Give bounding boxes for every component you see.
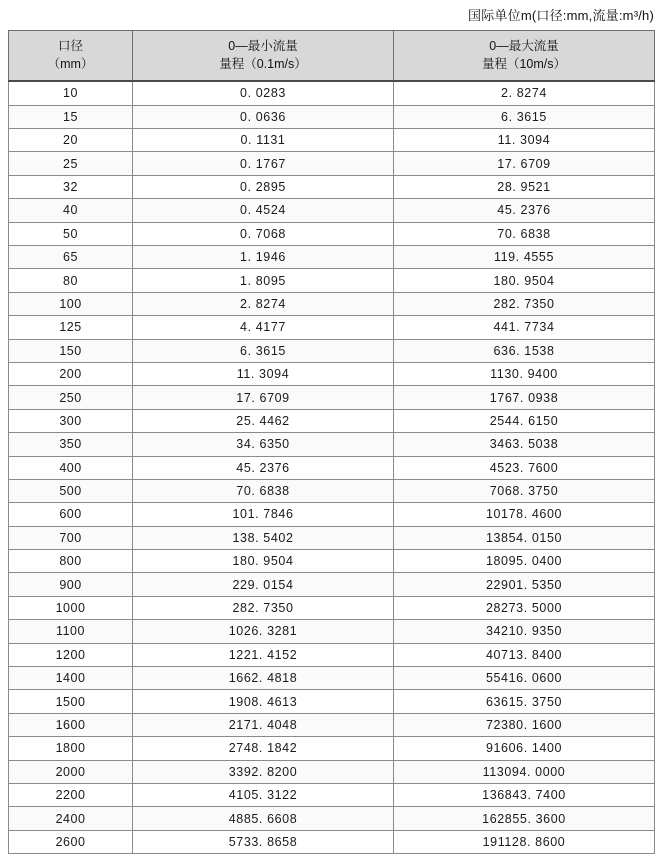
cell-min-flow: 1662. 4818 <box>133 667 394 690</box>
cell-max-flow: 72380. 1600 <box>394 713 655 736</box>
cell-diameter: 2200 <box>9 783 133 806</box>
cell-diameter: 350 <box>9 433 133 456</box>
cell-min-flow: 6. 3615 <box>133 339 394 362</box>
table-row <box>9 713 655 736</box>
cell-diameter: 1600 <box>9 713 133 736</box>
table-row <box>9 503 655 526</box>
cell-diameter: 20 <box>9 129 133 152</box>
cell-max-flow: 91606. 1400 <box>394 737 655 760</box>
cell-diameter: 500 <box>9 479 133 502</box>
cell-diameter: 700 <box>9 526 133 549</box>
cell-max-flow: 2. 8274 <box>394 81 655 105</box>
cell-diameter: 15 <box>9 105 133 128</box>
table-row <box>9 807 655 830</box>
cell-max-flow: 4523. 7600 <box>394 456 655 479</box>
cell-min-flow: 4. 4177 <box>133 316 394 339</box>
cell-max-flow: 11. 3094 <box>394 129 655 152</box>
cell-diameter: 600 <box>9 503 133 526</box>
cell-max-flow: 63615. 3750 <box>394 690 655 713</box>
cell-max-flow: 13854. 0150 <box>394 526 655 549</box>
cell-diameter: 25 <box>9 152 133 175</box>
cell-min-flow: 0. 2895 <box>133 175 394 198</box>
cell-diameter: 1200 <box>9 643 133 666</box>
column-header-diameter-line2: （mm） <box>47 57 94 72</box>
table-body <box>9 81 655 853</box>
column-header-min-flow <box>133 31 394 82</box>
flow-range-table <box>8 30 655 854</box>
table-row <box>9 81 655 105</box>
cell-max-flow: 636. 1538 <box>394 339 655 362</box>
cell-min-flow: 1908. 4613 <box>133 690 394 713</box>
cell-max-flow: 45. 2376 <box>394 199 655 222</box>
cell-diameter: 2000 <box>9 760 133 783</box>
cell-min-flow: 0. 7068 <box>133 222 394 245</box>
cell-max-flow: 180. 9504 <box>394 269 655 292</box>
cell-max-flow: 55416. 0600 <box>394 667 655 690</box>
table-row <box>9 433 655 456</box>
cell-max-flow: 28. 9521 <box>394 175 655 198</box>
cell-max-flow: 6. 3615 <box>394 105 655 128</box>
cell-min-flow: 2. 8274 <box>133 292 394 315</box>
cell-min-flow: 0. 1767 <box>133 152 394 175</box>
cell-diameter: 50 <box>9 222 133 245</box>
table-row <box>9 339 655 362</box>
cell-min-flow: 45. 2376 <box>133 456 394 479</box>
cell-max-flow: 1130. 9400 <box>394 362 655 385</box>
table-row <box>9 783 655 806</box>
cell-diameter: 300 <box>9 409 133 432</box>
cell-min-flow: 3392. 8200 <box>133 760 394 783</box>
cell-max-flow: 113094. 0000 <box>394 760 655 783</box>
cell-diameter: 100 <box>9 292 133 315</box>
cell-diameter: 32 <box>9 175 133 198</box>
table-row <box>9 129 655 152</box>
cell-min-flow: 70. 6838 <box>133 479 394 502</box>
cell-diameter: 250 <box>9 386 133 409</box>
column-header-diameter <box>9 31 133 82</box>
cell-min-flow: 1026. 3281 <box>133 620 394 643</box>
table-row <box>9 456 655 479</box>
cell-diameter: 1400 <box>9 667 133 690</box>
cell-max-flow: 7068. 3750 <box>394 479 655 502</box>
cell-max-flow: 282. 7350 <box>394 292 655 315</box>
cell-max-flow: 17. 6709 <box>394 152 655 175</box>
cell-max-flow: 2544. 6150 <box>394 409 655 432</box>
cell-min-flow: 11. 3094 <box>133 362 394 385</box>
cell-max-flow: 1767. 0938 <box>394 386 655 409</box>
table-row <box>9 269 655 292</box>
cell-diameter: 65 <box>9 245 133 268</box>
cell-max-flow: 28273. 5000 <box>394 596 655 619</box>
cell-min-flow: 4885. 6608 <box>133 807 394 830</box>
cell-min-flow: 1221. 4152 <box>133 643 394 666</box>
cell-diameter: 800 <box>9 550 133 573</box>
cell-max-flow: 70. 6838 <box>394 222 655 245</box>
column-header-min-flow-line1: 0—最小流量 <box>228 39 298 53</box>
cell-min-flow: 0. 0283 <box>133 81 394 105</box>
cell-min-flow: 282. 7350 <box>133 596 394 619</box>
cell-min-flow: 1. 8095 <box>133 269 394 292</box>
table-row <box>9 690 655 713</box>
cell-diameter: 40 <box>9 199 133 222</box>
cell-max-flow: 136843. 7400 <box>394 783 655 806</box>
table-row <box>9 199 655 222</box>
table-row <box>9 292 655 315</box>
cell-min-flow: 4105. 3122 <box>133 783 394 806</box>
cell-diameter: 1800 <box>9 737 133 760</box>
cell-diameter: 900 <box>9 573 133 596</box>
table-row <box>9 620 655 643</box>
cell-diameter: 400 <box>9 456 133 479</box>
cell-max-flow: 40713. 8400 <box>394 643 655 666</box>
cell-diameter: 1500 <box>9 690 133 713</box>
cell-min-flow: 17. 6709 <box>133 386 394 409</box>
table-header-row <box>9 31 655 82</box>
table-row <box>9 245 655 268</box>
cell-min-flow: 180. 9504 <box>133 550 394 573</box>
cell-min-flow: 0. 4524 <box>133 199 394 222</box>
cell-max-flow: 191128. 8600 <box>394 830 655 853</box>
table-row <box>9 362 655 385</box>
table-row <box>9 386 655 409</box>
cell-diameter: 200 <box>9 362 133 385</box>
cell-min-flow: 2748. 1842 <box>133 737 394 760</box>
cell-min-flow: 229. 0154 <box>133 573 394 596</box>
table-row <box>9 175 655 198</box>
cell-min-flow: 0. 0636 <box>133 105 394 128</box>
table-row <box>9 152 655 175</box>
table-row <box>9 526 655 549</box>
table-row <box>9 573 655 596</box>
column-header-max-flow <box>394 31 655 82</box>
table-row <box>9 667 655 690</box>
cell-min-flow: 1. 1946 <box>133 245 394 268</box>
table-row <box>9 316 655 339</box>
column-header-min-flow-line2: 量程（0.1m/s） <box>219 57 307 72</box>
cell-max-flow: 119. 4555 <box>394 245 655 268</box>
unit-note: 国际单位m(口径:mm,流量:m³/h) <box>468 8 654 23</box>
cell-diameter: 1100 <box>9 620 133 643</box>
cell-diameter: 1000 <box>9 596 133 619</box>
column-header-max-flow-line2: 量程（10m/s） <box>481 57 567 72</box>
table-row <box>9 409 655 432</box>
cell-diameter: 150 <box>9 339 133 362</box>
cell-max-flow: 22901. 5350 <box>394 573 655 596</box>
cell-min-flow: 5733. 8658 <box>133 830 394 853</box>
table-row <box>9 222 655 245</box>
table-row <box>9 479 655 502</box>
cell-min-flow: 101. 7846 <box>133 503 394 526</box>
cell-max-flow: 441. 7734 <box>394 316 655 339</box>
cell-diameter: 2600 <box>9 830 133 853</box>
cell-max-flow: 34210. 9350 <box>394 620 655 643</box>
column-header-max-flow-line1: 0—最大流量 <box>489 39 559 53</box>
cell-min-flow: 138. 5402 <box>133 526 394 549</box>
table-header <box>9 31 655 82</box>
cell-max-flow: 18095. 0400 <box>394 550 655 573</box>
column-header-diameter-line1: 口径 <box>57 39 83 53</box>
cell-max-flow: 162855. 3600 <box>394 807 655 830</box>
cell-min-flow: 34. 6350 <box>133 433 394 456</box>
table-row <box>9 596 655 619</box>
table-row <box>9 737 655 760</box>
table-row <box>9 550 655 573</box>
table-row <box>9 643 655 666</box>
cell-min-flow: 25. 4462 <box>133 409 394 432</box>
cell-min-flow: 2171. 4048 <box>133 713 394 736</box>
cell-diameter: 80 <box>9 269 133 292</box>
cell-max-flow: 3463. 5038 <box>394 433 655 456</box>
cell-min-flow: 0. 1131 <box>133 129 394 152</box>
cell-diameter: 10 <box>9 81 133 105</box>
cell-diameter: 2400 <box>9 807 133 830</box>
table-row <box>9 105 655 128</box>
table-row <box>9 760 655 783</box>
cell-max-flow: 10178. 4600 <box>394 503 655 526</box>
cell-diameter: 125 <box>9 316 133 339</box>
table-row <box>9 830 655 853</box>
